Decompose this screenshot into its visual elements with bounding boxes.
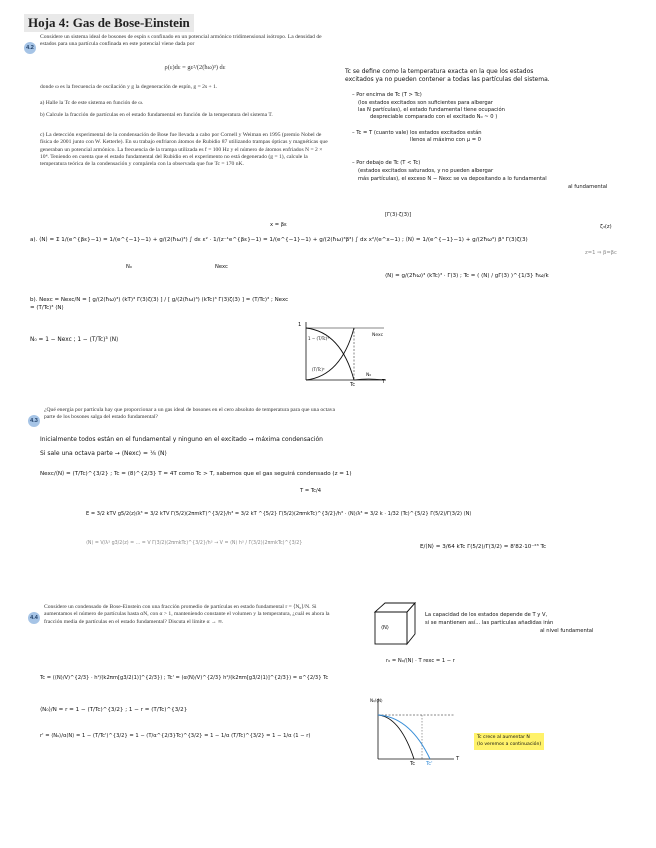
note-line: – Por encima de Tc (T > Tc)	[352, 92, 422, 98]
label-n0: N₀	[126, 264, 132, 270]
box-label: ⟨N⟩	[381, 625, 389, 631]
problem-badge-4-3: 4.3	[28, 407, 40, 427]
note-line: despreciable comparado con el excitado N₀ ~ 0 )	[370, 114, 498, 120]
note-line: más partículas), el exceso N − Nexc se va depositando a lo fundamental	[358, 176, 547, 182]
graph-curve-original	[378, 715, 414, 759]
problem-4-2-item-a: a) Halle la Tc de este sistema en función de ω.	[40, 100, 144, 106]
problem-4-4-statement: Considere un condensado de Bose-Einstein con una fracción promedio de partículas en estado fundamental r = ⟨N₀⟩/N. Si aumentamos el número de partículas hasta αN, con α > 1, manteniendo constante el volumen y la temperatura, ¿cuál es ahora la fracción media de partículas en el estado fundamental? Discuta el límite α → ∞.	[44, 604, 330, 625]
work-4-3-line: Inicialmente todos están en el fundamental y ninguno en el excitado → máxima condensación	[40, 436, 323, 443]
note-4-4: La capacidad de los estados depende de T y V,	[425, 612, 548, 618]
graph-curve2-label: (T/Tc)³	[312, 367, 325, 372]
highlight-note: Tc crece al aumentar N (lo veremos a continuación)	[474, 733, 544, 750]
t-label: T = Tc/4	[300, 488, 321, 494]
note-line: al fundamental	[568, 184, 608, 190]
graph-y-label: 1	[298, 322, 302, 328]
graph-condensate-fraction	[368, 695, 458, 767]
work-4-4-line: Tc = (⟨N⟩/V)^{2/3} · h²/(k2πm[g3/2(1)]^{2/3}) ; Tc' = (α⟨N⟩/V)^{2/3} h²/(k2πm[g3/2(1)]^{2/3}) = α^{2/3} Tc	[40, 675, 329, 681]
box-icon	[372, 600, 418, 646]
problem-4-2-where: donde ω es la frecuencia de oscilación y g la degeneración de espín, g = 2s + 1.	[40, 84, 218, 90]
label-x-beta: x = βε	[270, 222, 287, 228]
work-b-line1: b). Nexc = Nexc/N = [ g/(2(ħω)³) (kT)³ Γ(3)ζ(3) ] / [ g/(2(ħω)³) (kTc)³ Γ(3)ζ(3) ] = (T/Tc)³ ; Nexc = (T/Tc)³ ⟨N⟩	[30, 297, 289, 311]
note-line: – Tc = T (cuanto vale) los estados excitados están	[352, 130, 482, 136]
graph2-y-label: N₀/⟨N⟩	[370, 698, 383, 703]
work-4-3-line: Nexc/⟨N⟩ = (T/Tc)^{3/2} ; Tc = (8)^{2/3} T = 4T como Tc > T, sabemos que el gas seguirá condensado (z = 1)	[40, 471, 352, 477]
label-gamma-zeta: [Γ(3)·ζ(3)]	[385, 212, 412, 218]
graph-tc-label: Tc	[350, 382, 356, 388]
work-4-4-line: r' = ⟨N₀⟩/α⟨N⟩ = 1 − (T/Tc')^{3/2} = 1 − (T/α^{2/3}Tc)^{3/2} = 1 − 1/α (T/Tc)^{3/2} = 1 − 1/α (1 − r)	[40, 733, 311, 739]
work-4-3-line: E = 3/2 kTV g5/2(z)/λ³ = 3/2 kTV Γ(5/2)(2πmkT)^{3/2}/h³ = 3/2 kT ^{5/2} Γ(5/2)(2πmkTc)^{3/2}/h³ · ⟨N⟩/λ³ = 3/2 k · 1/32 (Tc)^{5/2} Γ(5/2)/Γ(3/2) ⟨N⟩	[86, 511, 472, 517]
graph2-x-label: T	[456, 756, 460, 762]
work-4-3-line: Si sale una octava parte → ⟨Nexc⟩ = ⅛ ⟨N⟩	[40, 450, 167, 457]
note-4-4: si se mantienen así... las partículas añadidas irán	[425, 620, 554, 626]
note-line: (los estados excitados son suficientes para albergar	[358, 100, 493, 106]
defs-4-4: r₀ = N₀/⟨N⟩ · T rexc = 1 − r	[386, 658, 455, 664]
note-line: Tc se define como la temperatura exacta en la que los estados	[345, 68, 534, 75]
problem-4-2-item-c: c) La detección experimental de la condensación de Bose fue llevada a cabo por Cornell y Weiman en 1995 (premio Nobel de física de 2001 junto con W. Ketterle). En su trabajo enfriaron átomos de Rubidio 87 utilizando trampas ópticas y magnéticas que generaban un potencial armónico. La frecuencia de la trampa utilizada es f = 100 Hz y el número de átomos enfriados N = 2 × 10⁴. Teniendo en cuenta que el estado fundamental del Rubidio en el experimento no está degenerado (g = 1), calcule la temperatura teórica de la condensación y compárela con la observada que fue Tc = 170 nK.	[40, 132, 328, 168]
work-4-3-line: ⟨N⟩ = V/λ³ g3/2(z) = ... = V Γ(3/2)(2πmkTc)^{3/2}/h³ → V = ⟨N⟩ h³ / Γ(3/2)(2πmkTc)^{3/2}	[86, 541, 303, 546]
note-4-4: al nivel fundamental	[540, 628, 594, 634]
label-z1: z=1 ⇒ β=βc	[585, 250, 617, 256]
problem-4-2-formula: ρ(ε)dε = gε²/(2(ħω)³) dε	[164, 64, 226, 71]
graph2-tc2-label: Tc'	[426, 761, 433, 767]
problem-4-2-item-b: b) Calcule la fracción de partículas en el estado fundamental en función de la temperatura del sistema T.	[40, 112, 273, 118]
graph-asym-label: Nexc	[372, 333, 384, 338]
graph-n0-label: N₀	[366, 373, 372, 378]
note-line: excitados ya no pueden contener a todas las partículas del sistema.	[345, 76, 550, 83]
page-title: Hoja 4: Gas de Bose-Einstein	[24, 14, 194, 32]
problem-badge-4-2: 4.2	[24, 34, 36, 54]
note-line: – Por debajo de Tc (T < Tc)	[352, 160, 421, 166]
graph2-tc-label: Tc	[410, 761, 416, 767]
work-a-line1: a). ⟨N⟩ = Σ 1/(e^{βε}−1) = 1/(e^{−1}−1) + g/(2(ħω)³) ∫ dε ε² · 1/(z⁻¹e^{βε}−1) = 1/(e^{−1}−1) + g/(2(ħω)³β³) ∫ dx x²/(e^x−1) ; ⟨N⟩ = 1/(e^{−1}−1) + g/(2ħω³) β³ Γ(3)ζ(3)	[30, 237, 528, 243]
note-line: las N partículas), el estado fundamental tiene ocupación	[358, 107, 505, 113]
problem-4-2-intro: Considere un sistema ideal de bosones de espín s confinado en un potencial armónico tridimensional isótropo. La densidad de estados para una partícula confinada en este potencial viene dada por	[40, 34, 322, 48]
graph-x-label: T	[382, 379, 386, 385]
work-b-line2: N₀ = 1 − Nexc ; 1 − (T/Tc)³ ⟨N⟩	[30, 337, 119, 343]
work-4-4-line: ⟨N₀⟩/N = r = 1 − (T/Tc)^{3/2} ; 1 − r = (T/Tc)^{3/2}	[40, 707, 188, 713]
note-line: llenos al máximo con μ = 0	[410, 137, 481, 143]
work-a-line2: ⟨N⟩ = g/(2ħω)³ (kTc)³ · Γ(3) ; Tc = ( ⟨N⟩ / gΓ(3) )^{1/3} ħω/k	[385, 273, 549, 279]
graph-curve1-label: 1 − (T/Tc)³	[308, 336, 329, 341]
problem-badge-4-4: 4.4	[28, 604, 40, 624]
graph-curve-shifted	[378, 715, 430, 759]
note-line: (estados excitados saturados, y no pueden albergar	[358, 168, 494, 174]
problem-4-3-statement: ¿Qué energía por partícula hay que proporcionar a un gas ideal de bosones en el cero absoluto de temperatura para que una octava parte de los bosones salga del estado fundamental?	[44, 407, 335, 421]
graph-fraction-vs-temperature	[296, 318, 390, 390]
label-zeta3: ζ₃(z)	[600, 224, 612, 230]
label-nexc: Nexc	[215, 264, 228, 270]
work-4-3-result: E/⟨N⟩ = 3/64 kTc Γ(5/2)/Γ(3/2) = 8'82·10⁻²³ Tc	[420, 544, 547, 550]
